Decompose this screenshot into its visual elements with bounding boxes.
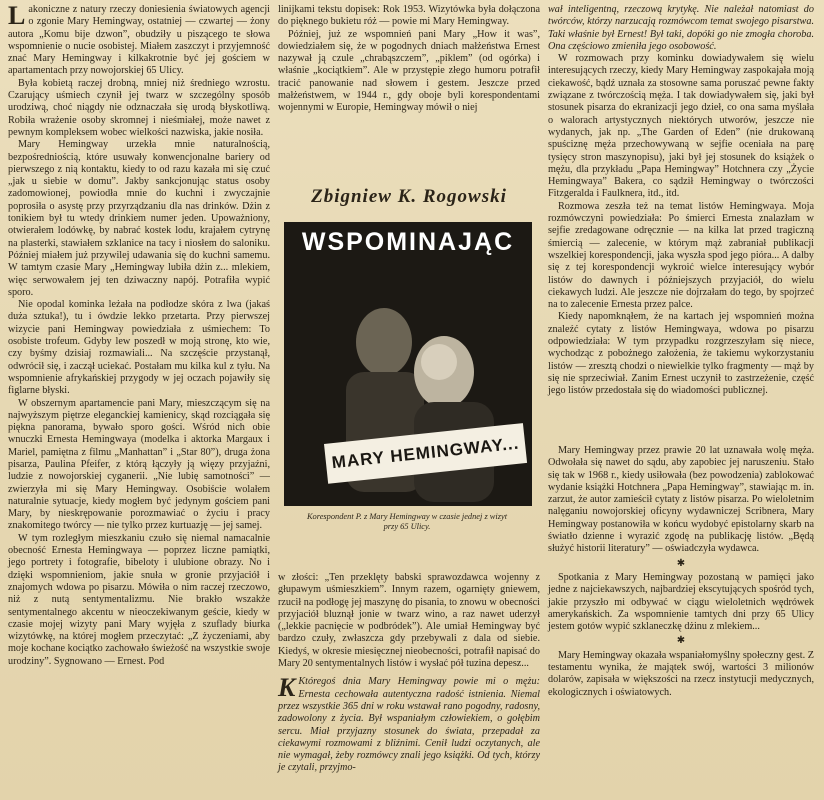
column-1 xyxy=(8,1,270,668)
paragraph: linijkami tekstu dopisek: Rok 1953. Wizytówka była dołączona do pięknego bukietu róż — powie mi Mary Hemingway. xyxy=(278,4,540,28)
photo-caption: Korespondent P. z Mary Hemingway w czasie jednej z wizyt przy 65 Ulicy. xyxy=(306,512,508,531)
paragraph: Spotkania z Mary Hemingway pozostaną w pamięci jako jedne z najciekawszych, najbardziej ekscytujących spośród tych, jakie przyszło mi odbywać w ciągu wieloletnich wędrówek amerykańskich. Za wspomnienie tamtych dni przy 65 Ulicy jestem gotów wypić szklaneczkę dżinu z mlekiem... xyxy=(548,571,814,633)
photo-banner: MARY HEMINGWAY... xyxy=(324,423,527,484)
column-2-bottom xyxy=(278,572,540,775)
drop-cap: K xyxy=(278,673,296,703)
paragraph: wał inteligentną, rzeczową krytykę. Nie należał natomiast do twórców, którzy narzucają rozmówcom temat swojego pisarstwa. Taki właśnie był Ernest! Był taki, dopóki go nie zmogła choroba. Ona częściowo zmieniła jego osobowość. xyxy=(548,4,814,52)
column-2-top xyxy=(278,4,540,115)
photo-title: WSPOMINAJĄC xyxy=(301,228,515,256)
article-photo xyxy=(284,222,532,506)
paragraph: K Któregoś dnia Mary Hemingway powie mi o mężu: Ernesta cechowała autentyczna radość istnienia. Niemal przez wszystkie 365 dni w roku wstawał rano pogodny, radosny, zadowolony z życia. Był wspaniałym człowiekiem, o gołębim sercu. Miał przyjazny stosunek do świata, przepadał za ciekawymi rozmowami z bliźnimi. Cenił ludzi oczytanych, ale nie wymagał, żeby rozmówcy znali jego książki. Od tych, którzy je czytali, przyjmo- xyxy=(278,673,540,774)
section-divider: ✱ xyxy=(676,635,686,647)
column-3-bottom xyxy=(548,445,814,699)
paragraph: Nie opodal kominka leżała na podłodze skóra z lwa (jakaś duża sztuka!), tu i ówdzie lekko przetarta. Przy pierwszej wizycie pani Hemingway powiedziała z uśmiechem: To osobiste trofeum. Gdyby lew poszedł w moją stronę, kto wie, czy byśmy dzisiaj rozmawiali... Na szczęście przystanął, odwrócił się, i zaczął uciekać. Postałam mu kilka kul z tyłu. Na wspomnienie afrykańskiej przygody w jej oczach pojawiły się figlarne błyski. xyxy=(8,299,270,397)
paragraph: Rozmowa zeszła też na temat listów Hemingwaya. Moja rozmówczyni powiedziała: Po śmierci Ernesta znalazłam w sejfie zredagowane odręcznie — na kilka lat przed tragiczną śmiercią — zalecenie, w którym mąż zabraniał publikacji wszelkiej korespondencji, jaka wyszła spod jego pióra... A dalby się z tej korespondencji wykroić wielce interesujący wybór listów do dawnych i późniejszych przyjaciół, do wielu ciekawych ludzi. Ale jeszcze nie dojrzałam do tego, by spojrzeć na to zalecenie Ernesta przez palce. xyxy=(548,200,814,311)
paragraph: W obszernym apartamencie pani Mary, mieszczącym się na najwyższym piętrze eleganckiej kamienicy, skąd rozciągała się piękna panorama, bywało sporo gości. Wśród nich obie wnuczki Ernesta Hemingwaya (modelka i aktorka Margaux i Mariel, pamiętna z filmu „Manhattan” i „Star 80”), druga żona pisarza, Paulina Pfeifer, z którą łączyły ją więzy przyjaźni, ludzie z nowojorskiej cyganerii. „Nie lubię samotności” — zwierzyła mi się Mary Hemingway. Osobiście wolałem naturalnie sytuacje, kiedy mogłem być jedynym gościem pani Mary, by nieskrępowanie porozmawiać o życiu i pracy znakomitego twórcy — nie tylko przez kurtuazję — jej samej. xyxy=(8,397,270,532)
drop-cap: L xyxy=(8,1,26,30)
paragraph: w złości: „Ten przeklęty babski sprawozdawca wojenny z głupawym uśmieszkiem”. Innym razem, ogarnięty gniewem, rzucił na podłogę jej maszynę do pisania, to znowu w obecności przyjaciół bluznął jonie w twarz wino, a raz nawet uderzył („lekkie pacnięcie w podbródek”). Ale umiał Hemingway być bardzo czuły, zwłaszcza gdy przebywali z dala od siebie. Kiedyś, w okresie miesięcznej nieobecności, potrafił napisać do Mary 20 sentymentalnych listów i wysłać pół tuzina depesz... xyxy=(278,572,540,670)
paragraph: Później, już ze wspomnień pani Mary „How it was”, dowiedziałem się, że w pogodnych dniach małżeństwa Ernest nazywał ją czule „chrabąszczem”, „piklem” (od ogórka) i właśnie „kociątkiem”. Ale w przystępie złego humoru potrafił tracić panowanie nad słowem i gestem. Jeszcze przed małżeństwem, w 1944 r., gdy oboje byli korespondentami wojennymi w Europie, Hemingway mówił o niej xyxy=(278,28,540,114)
paragraph: Lakoniczne z natury rzeczy doniesienia światowych agencji o zgonie Mary Hemingway, ostatniej — czwartej — żony autora „Komu bije dzwon”, obudziły u piszącego te słowa wspomnienie o nucie osobistej. Miałem zaszczyt i przyjemność znać Mary Hemingway i kilkakrotnie być jej gościem w apartamentach przy nowojorskiej 65 Ulicy. xyxy=(8,1,270,77)
paragraph: Kiedy napomknąłem, że na kartach jej wspomnień można znaleźć cytaty z listów Hemingwaya, wdowa po pisarzu odpowiedziała: W tym przypadku rozgrzeszyłam się niece, wychodząc z pobożnego założenia, że takiemu wykorzystaniu listów — zresztą chodzi o niewielkie tylko fragmenty — mąż by się nie sprzeciwiał. Zanim Ernest uczynił to zastrzeżenie, część jego listów przedostała się do wiadomości publicznej. xyxy=(548,311,814,397)
paragraph: Mary Hemingway przez prawie 20 lat uznawała wolę męża. Odwołała się nawet do sądu, aby zapobiec jej naruszeniu. Stało się tak w 1968 r., kiedy usiłowała (bez powodzenia) zablokować wydanie książki Hotchnera „Papa Hemingway”, stawiając m. in. zarzut, że autor zamieścił cytaty z listów pisarza. Po wieloletnim nalęganiu nowojorskiej oficyny wydawniczej Scribnera, Mary Hemingway postanowiła w końcu wydobyć epistolarny skarb na światło dzienne i wyrazić zgodę na publikację listów. „Będą służyć historii literatury” — oświadczyła wydawca. xyxy=(548,445,814,555)
paragraph: Mary Hemingway urzekła mnie naturalnością, bezpośredniością, które usuwały konwencjonalne bariery od pierwszego z nią kontaktu, kiedy to od razu kazała mi się czuć „jak u siebie w domu”. Jakby sankcjonując status osoby zadomowionej, powiodła mnie do kuchni i zwyczajnie poprosiła o asystę przy przyrządzaniu dla nas drinków. Dżin z tonikiem był tu wtedy drinkiem numer jeden. Upoważniony, otwierałem lodówkę, by nabrać kostek lodu, krajałem cytrynę na plasterki, stawiałem szklanice na tacy i niosłem do saloniku. Później miałem już przywilej udawania się do kuchni samemu. W tamtym czasie Mary „Hemingway lubiła dżin z... mlekiem, więc serwowałem jej ten dziwaczny napój. Potrafiła wypić sporo. xyxy=(8,139,270,298)
section-divider: ✱ xyxy=(676,557,686,569)
paragraph: Mary Hemingway okazała wspaniałomyślny społeczny gest. Z testamentu wynika, że majątek swój, wartości 3 milionów dolarów, zapisała w większości na rzecz instytucji medycznych, ekologicznych i oświatowych. xyxy=(548,649,814,698)
paragraph: W tym rozległym mieszkaniu czuło się niemal namacalnie obecność Ernesta Hemingwaya — poprzez liczne pamiątki, jego portrety i fotografie, bibeloty i ulubione obrazy. No i dzięki wspomnieniom, jakie snuła w gronie przyjaciół i znajomych wdowa po pisarzu. Mówiła o nim raczej rzeczowo, niż z nutą sentymentalizmu. Nie brakło wszakże sentymentalnego akcentu w nieoczekiwanym geście, kiedy w czasie mojej wizyty pani Mary wyjęła z szuflady biurka wizytówkę, na której mogłem przeczytać: „Z życzeniami, aby moje kochane kociątko zachowało świeżość na wszystkie swoje urodziny”. Sygnowano — Ernest. Pod xyxy=(8,532,270,667)
column-3-top xyxy=(548,4,814,398)
paragraph: W rozmowach przy kominku dowiadywałem się wielu interesujących rzeczy, kiedy Mary Hemingway zaspokajała moją ciekawość, bądź uznała za stosowne sama poruszać pewne fakty związane z twórczością męża. I tak dowiadywałem się, jaki był stosunek pisarza do ekranizacji jego dzieł, co ona sama myślała o walorach artystycznych niektórych utworów, jeszcze nie wydanych, jak np. „The Garden of Eden” (nie drukowaną spuściznę męża przechowywaną w sejfie oceniała na parę tysięcy stron maszynopisu), jaki był jej stosunek do książek o mężu, dla przykładu „Papa Hemingway” Hotchnera czy „Życie Hemingwaya” Bakera, co sądził Hemingway o twórczości Fitzgeralda i Faulknera, itd., itd. xyxy=(548,53,814,200)
paragraph: Była kobietą raczej drobną, mniej niż średniego wzrostu. Czarujący uśmiech czynił jej twarz w szczególny sposób urodziwą, choć niągdy nie odznaczała się urodą błyskotliwą. Robiła wrażenie osoby skromnej i nieśmiałej, może nawet z pewnym kompleksem wobec wielkości nazwiska, jakie nosiła. xyxy=(8,77,270,138)
author-byline: Zbigniew K. Rogowski xyxy=(311,186,507,207)
